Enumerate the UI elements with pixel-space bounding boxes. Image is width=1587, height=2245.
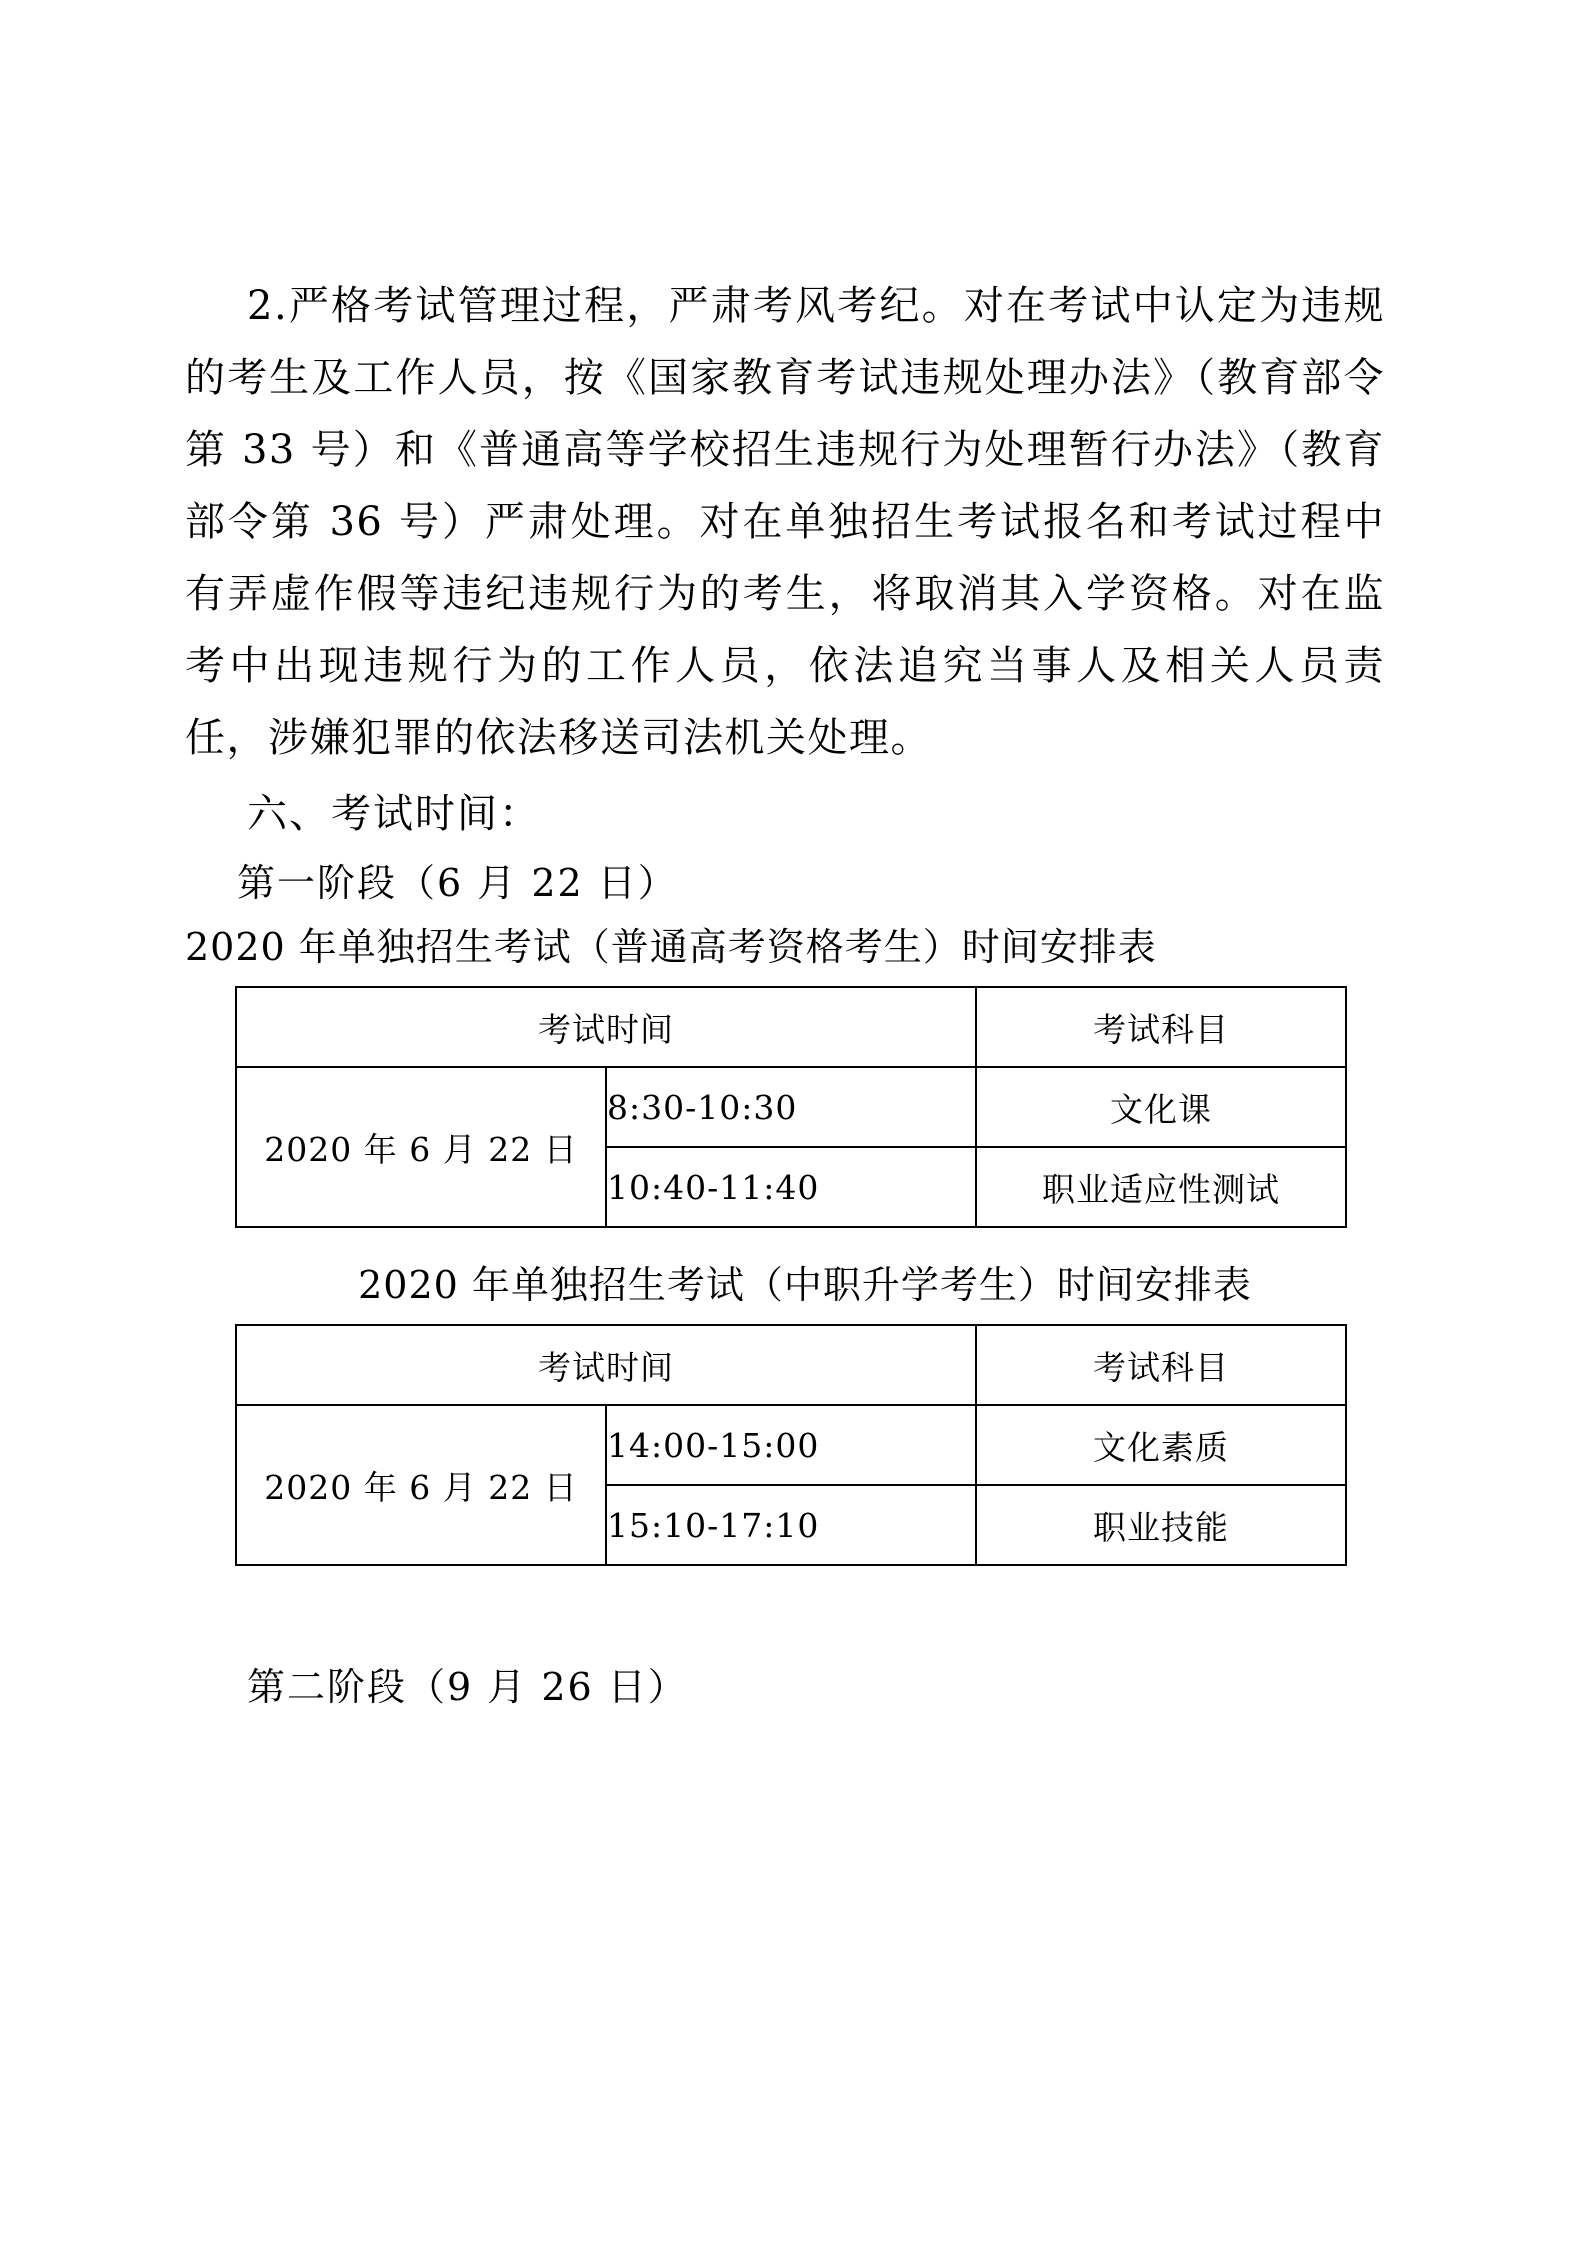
table-two-header-time: 考试时间 [236,1325,976,1405]
table-row [236,987,1346,1067]
table-two-title: 2020 年单独招生考试（中职升学考生）时间安排表 [358,1263,1252,1307]
schedule-table-two [235,1324,1347,1566]
stage-one-label: 第一阶段（6 月 22 日） [237,861,678,905]
table-one-time-1: 8:30-10:30 [606,1067,976,1147]
table-one-date: 2020 年 6 月 22 日 [236,1067,606,1227]
table-row [236,1405,1346,1485]
document-body [185,270,1385,1720]
table-one-time-2: 10:40-11:40 [606,1147,976,1227]
table-row [236,1325,1346,1405]
table-two-subject-2: 职业技能 [976,1485,1346,1565]
table-two-time-1: 14:00-15:00 [606,1405,976,1485]
table-one-subject-1: 文化课 [976,1067,1346,1147]
stage-two-label: 第二阶段（9 月 26 日） [247,1665,688,1709]
table-two-date: 2020 年 6 月 22 日 [236,1405,606,1565]
schedule-table-one [235,986,1347,1228]
spacer [185,1228,1385,1254]
table-one-subject-2: 职业适应性测试 [976,1147,1346,1227]
table-two-subject-1: 文化素质 [976,1405,1346,1485]
table-one-header-time: 考试时间 [236,987,976,1067]
table-two-time-2: 15:10-17:10 [606,1485,976,1565]
paragraph-exam-discipline: 2.严格考试管理过程，严肃考风考纪。对在考试中认定为违规的考生及工作人员，按《国家教育考试违规处理办法》（教育部令第 33 号）和《普通高等学校招生违规行为处理暂行办法》（教育部令第 36 号）严肃处理。对在单独招生考试报名和考试过程中有弄虚作假等违纪违规行为的考生，将取消其入学资格。对在监考中出现违规行为的工作人员，依法追究当事人及相关人员责任，涉嫌犯罪的依法移送司法机关处理。 [185,283,1385,761]
table-one-title: 2020 年单独招生考试（普通高考资格考生）时间安排表 [185,925,1157,969]
table-one-header-subject: 考试科目 [976,987,1346,1067]
section-heading-exam-time: 六、考试时间： [247,791,541,837]
table-two-header-subject: 考试科目 [976,1325,1346,1405]
table-row [236,1067,1346,1147]
